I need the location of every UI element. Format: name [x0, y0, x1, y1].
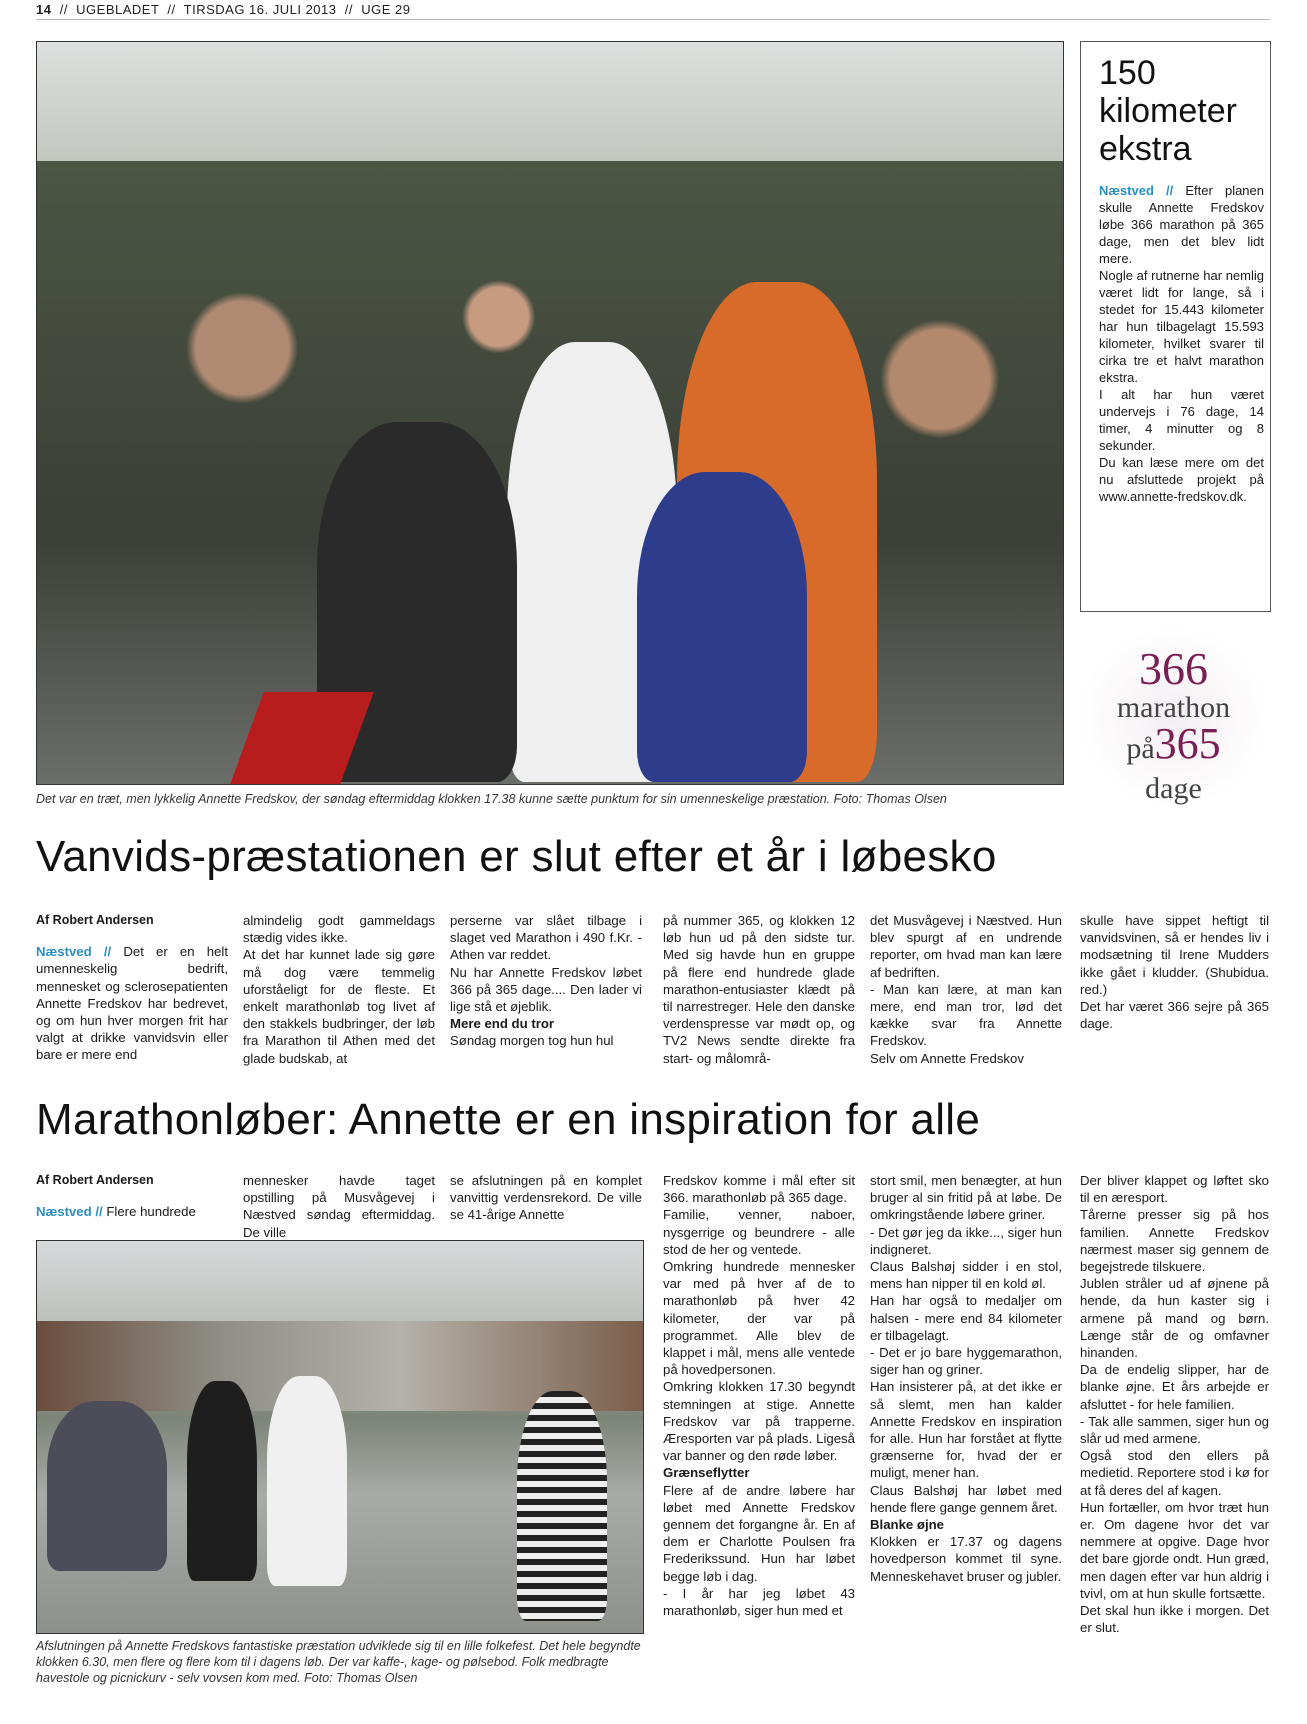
article-2-byline: Af Robert Andersen	[36, 1173, 154, 1187]
separator: //	[59, 2, 68, 17]
week-number: UGE 29	[361, 2, 411, 17]
sidebar-city: Næstved //	[1099, 183, 1174, 198]
logo-number-365: 365	[1154, 719, 1221, 768]
header-rule	[36, 19, 1270, 20]
article-1-headline: Vanvids-præstationen er slut efter et år i løbesko	[36, 832, 997, 881]
article-1-byline: Af Robert Andersen	[36, 913, 154, 927]
article-2-col-5-text-b: Klokken er 17.37 og dagens hovedperson kommet til syne. Menneskehavet bruser og jubler.	[870, 1534, 1062, 1584]
article-2-subhead-2: Blanke øjne	[870, 1517, 945, 1533]
sidebar-para-3: I alt har hun været undervejs i 76 dage, 14 timer, 4 minutter og 8 sekunder.	[1099, 387, 1264, 453]
article-2-col-1	[36, 1172, 228, 1220]
sidebar-para-1	[1099, 182, 1264, 267]
photo-boy	[637, 472, 807, 782]
page-header	[36, 2, 410, 17]
article-1-col-1	[36, 912, 228, 1064]
article-1-col-6: skulle have sippet heftigt til vanvidsvinen, så er hendes liv i modsætning til Irene Mudders ikke gået i kludder. (Shubidua. red.) Det har været 366 sejre på 365 dage.	[1080, 913, 1269, 1032]
sidebar-title-3: ekstra	[1099, 130, 1192, 168]
sidebar-para-2: Nogle af rutnerne har nemlig været lidt for lange, så i stedet for 15.443 kilometer har hun tilbagelagt 15.593 kilometer, hvilket svarer til cirka tre et halvt marathon ekstra.	[1099, 268, 1264, 385]
article-1-city: Næstved //	[36, 944, 112, 960]
logo-marathon: marathon	[1116, 691, 1231, 724]
article-2-col-6: Der bliver klappet og løftet sko til en æresport. Tårerne presser sig på hos familien. Annette Fredskov nærmest maser sig gennem de begejstrede tilskuere. Jublen stråler ud af øjnene på hende, da hun kaster sig i armene på mand og børn. Længe står de og omfavner hinanden. Da de endelig slipper, har de blanke øjne. Et års arbejde er afsluttet - for hele familien. - Tak alle sammen, siger hun og slår ud med armene. Også stod den ellers på medietid. Reportere stod i kø for at få deres del af kagen. Hun fortæller, om hvor træt hun er. Om dagene hvor det var nemmere at opgive. Dage hvor det bare gjorde ondt. Hun græd, men dagen efter var hun aldrig i tvivl, om at hun skulle fortsætte. Det skal hun ikke i morgen. Det er slut.	[1080, 1173, 1269, 1636]
separator: //	[344, 2, 353, 17]
article-2-subhead-1: Grænseflytter	[663, 1465, 750, 1481]
issue-date: TIRSDAG 16. JULI 2013	[183, 2, 337, 17]
article-1-col-4: på nummer 365, og klokken 12 løb hun ud på den sidste tur. Med sig havde hun en gruppe på flere end hundrede glade marathon-entusiaster klædt på til narrestreger. Hele den danske verdenspresse var mødt op, og TV2 News sendte direkte fra start- og målområ-	[663, 913, 855, 1066]
second-photo	[36, 1240, 644, 1634]
article-2-col-4-text-b: Flere af de andre løbere har løbet med Annette Fredskov gennem det forgangne år. En af dem er Charlotte Poulsen fra Frederikssund. Hun har løbet begge løb i dag. - I år har jeg løbet 43 marathonløb, siger hun med et	[663, 1482, 855, 1619]
article-1-col-3	[450, 912, 642, 1050]
logo-paa: på	[1126, 732, 1155, 765]
photo-spectators	[47, 1401, 167, 1571]
article-2-col-2: mennesker havde taget opstilling på Musvågevej i Næstved søndag eftermiddag. De ville	[243, 1173, 435, 1240]
photo-woman-stripes	[517, 1391, 607, 1621]
sidebar-title-1: 150	[1099, 54, 1156, 92]
article-1-col-5: det Musvågevej i Næstved. Hun blev spurgt af en undrende reporter, om hvad man kan lære af bedriften. - Man kan lære, at man kan mere, end man tror, lød det kække svar fra Annette Fredskov. Selv om Annette Fredskov	[870, 913, 1062, 1066]
page-number: 14	[36, 2, 52, 17]
article-1-col-3-text-b: Søndag morgen tog hun hul	[450, 1033, 614, 1049]
article-1-col-1-text: Det er en helt umenneskelig bedrift, mennesket og sclerosepatienten Annette Fredskov har bedrevet, og om hun hver morgen frit har valgt at drikke vanvidsvin eller bare er mere end	[36, 944, 228, 1063]
sidebar-content	[1099, 54, 1264, 505]
logo-dage: dage	[1145, 772, 1202, 805]
article-2-col-3: se afslutningen på en komplet vanvittig verdensrekord. De ville se 41-årige Annette	[450, 1173, 642, 1223]
logo-line-3	[1078, 719, 1269, 774]
logo-number-366: 366	[1139, 643, 1208, 694]
photo-runner-2	[267, 1376, 347, 1586]
article-2-lead	[36, 1203, 228, 1220]
article-2-col-1-text: Flere hundrede	[102, 1204, 196, 1220]
main-photo-caption: Det var en træt, men lykkelig Annette Fredskov, der søndag eftermiddag klokken 17.38 kunne sætte punktum for sin umenneskelige præstation. Foto: Thomas Olsen	[36, 792, 947, 806]
article-2-headline: Marathonløber: Annette er en inspiration for alle	[36, 1095, 981, 1144]
article-2-col-4-text: Fredskov komme i mål efter sit 366. marathonløb på 365 dage. Familie, venner, naboer, nysgerrige og beundrere - alle stod de her og ventede. Omkring hundrede mennesker var med på hver af de to marathonløb på hver 42 kilometer, der var på programmet. Alle blev de klappet i mål, mens alle ventede på hovedpersonen. Omkring klokken 17.30 begyndt stemningen at stige. Annette Fredskov var på trapperne. Æresporten var på plads. Ligeså var banner og den røde løber.	[663, 1173, 855, 1464]
article-1-lead	[36, 943, 228, 1063]
article-1-subhead: Mere end du tror	[450, 1016, 555, 1032]
article-1-col-3-text: perserne var slået tilbage i slaget ved Marathon i 490 f.Kr. - Athen var reddet. Nu har Annette Fredskov løbet 366 på 365 dage.... Den lader vi lige stå et øjeblik.	[450, 913, 642, 1015]
paper-name: UGEBLADET	[76, 2, 160, 17]
sidebar-text-1: Efter planen skulle Annette Fredskov løbe 366 marathon på 365 dage, men det blev lidt mere.	[1099, 183, 1265, 266]
article-1-col-2: almindelig godt gammeldags stædig vides ikke. At det har kunnet lade sig gøre må dog være temmelig uforståeligt for de fleste. Et enkelt marathonløb tog livet af den stakkels budbringer, der løb fra Marathon til Athen med det glade budskab, at	[243, 913, 435, 1066]
main-photo	[36, 41, 1064, 785]
sidebar-box	[1080, 41, 1271, 612]
article-2-col-4	[663, 1172, 855, 1619]
campaign-logo	[1078, 626, 1269, 808]
article-2-col-5	[870, 1172, 1062, 1585]
separator: //	[167, 2, 176, 17]
second-photo-caption: Afslutningen på Annette Fredskovs fantastiske præstation udviklede sig til en lille folkefest. Det hele begyndte klokken 6.30, men flere og flere kom til i dagens løb. Der var kaffe-, kage- og pølsebod. Folk medbragte havestole og picnickurv - selv vovsen kom med. Foto: Thomas Olsen	[36, 1639, 641, 1685]
photo-runner-1	[187, 1381, 257, 1581]
sidebar-title-2: kilometer	[1099, 92, 1237, 130]
sidebar-para-4: Du kan læse mere om det nu afsluttede projekt på www.annette-fredskov.dk.	[1099, 455, 1264, 504]
article-2-city: Næstved //	[36, 1204, 103, 1220]
article-2-col-5-text: stort smil, men benægter, at hun bruger al sin fritid på at løbe. De omkringstående løbere griner. - Det gør jeg da ikke..., siger hun indigneret. Claus Balshøj sidder i en stol, mens han nipper til en kold øl. Han har også to medaljer om halsen - mere end 84 kilometer er tilbagelagt. - Det er jo bare hyggemarathon, siger han og griner. Han insisterer på, at det ikke er så slemt, men han kalder Annette Fredskov en inspiration for alle. Hun har forstået at flytte grænserne for, hvad der er muligt, mener han. Claus Balshøj har løbet med hende flere gange gennem året.	[870, 1173, 1062, 1515]
